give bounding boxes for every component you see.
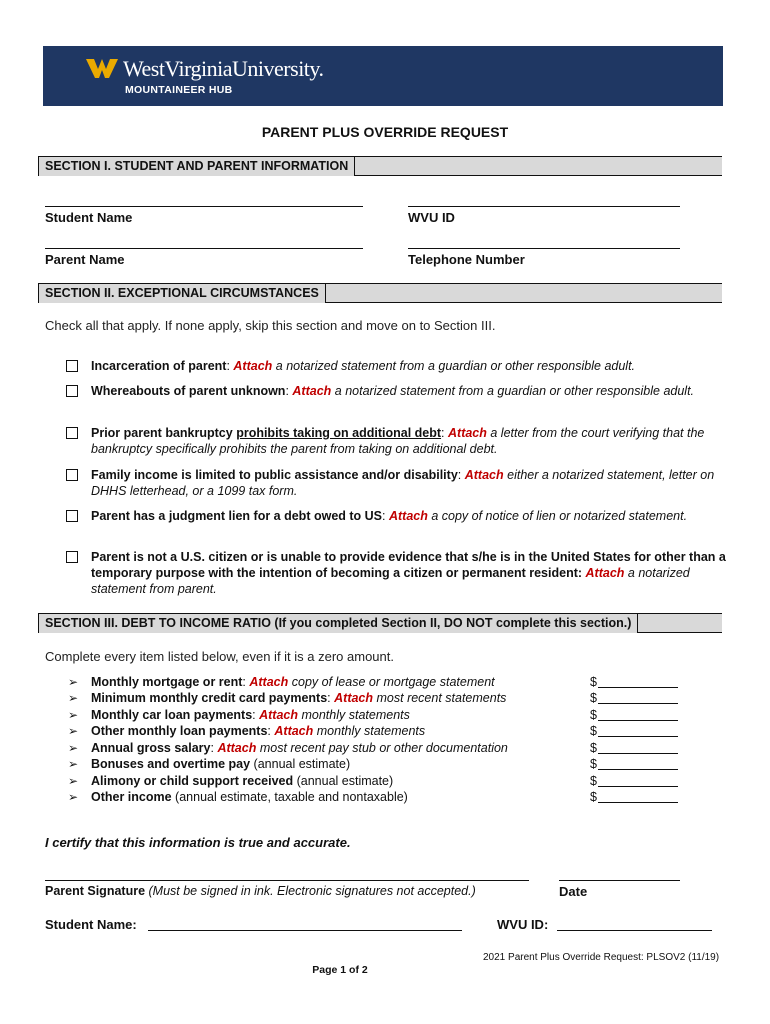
- student-name-line[interactable]: [45, 206, 363, 207]
- dollar-sign: $: [590, 708, 597, 722]
- parent-signature-line[interactable]: [45, 880, 529, 881]
- arrow-bullet-icon: ➢: [68, 708, 79, 722]
- wvu-logo-icon: [85, 56, 119, 82]
- section-2-header: [38, 283, 722, 303]
- logo-text: WestVirginiaUniversity.: [123, 56, 324, 81]
- amount-line[interactable]: [598, 786, 678, 787]
- circumstance-item[interactable]: Whereabouts of parent unknown: Attach a notarized statement from a guardian or other responsible adult.: [66, 383, 726, 399]
- checkbox[interactable]: [66, 510, 78, 522]
- debt-item: ➢ Annual gross salary: Attach most recent pay stub or other documentation $: [68, 740, 688, 756]
- amount-line[interactable]: [598, 720, 678, 721]
- checkbox[interactable]: [66, 385, 78, 397]
- debt-item: ➢ Bonuses and overtime pay (annual estimate) $: [68, 756, 688, 772]
- section-2-title: SECTION II. EXCEPTIONAL CIRCUMSTANCES: [38, 283, 326, 303]
- debt-item: ➢ Other income (annual estimate, taxable and nontaxable) $: [68, 789, 688, 805]
- arrow-bullet-icon: ➢: [68, 774, 79, 788]
- amount-line[interactable]: [598, 769, 678, 770]
- debt-item: ➢ Other monthly loan payments: Attach monthly statements $: [68, 723, 688, 739]
- circumstance-item[interactable]: Family income is limited to public assistance and/or disability: Attach either a notarized statement, letter on DHHS letterhead, or a 1099 tax form.: [66, 467, 726, 499]
- section-3-intro: Complete every item listed below, even if it is a zero amount.: [45, 649, 394, 664]
- section-3-title: SECTION III. DEBT TO INCOME RATIO (If you completed Section II, DO NOT complete this section.): [38, 613, 638, 633]
- arrow-bullet-icon: ➢: [68, 675, 79, 689]
- wvu-id-bottom-line[interactable]: [557, 930, 712, 931]
- parent-name-label: Parent Name: [45, 252, 125, 267]
- amount-line[interactable]: [598, 736, 678, 737]
- dollar-sign: $: [590, 691, 597, 705]
- debt-item: ➢ Monthly mortgage or rent: Attach copy of lease or mortgage statement $: [68, 674, 688, 690]
- student-name-bottom-line[interactable]: [148, 930, 462, 931]
- date-line[interactable]: [559, 880, 680, 881]
- arrow-bullet-icon: ➢: [68, 741, 79, 755]
- arrow-bullet-icon: ➢: [68, 724, 79, 738]
- circumstance-item[interactable]: Prior parent bankruptcy prohibits taking on additional debt: Attach a letter from the court verifying that the bankruptcy specifically prohibits the parent from taking on additional debt.: [66, 425, 726, 457]
- debt-item: ➢ Minimum monthly credit card payments: Attach most recent statements $: [68, 690, 688, 706]
- dollar-sign: $: [590, 724, 597, 738]
- circumstance-item[interactable]: Parent is not a U.S. citizen or is unable to provide evidence that s/he is in the United States for other than a temporary purpose with the intention of becoming a citizen or permanent resident: Attach a notarized statement from parent.: [66, 549, 726, 597]
- wvu-id-line[interactable]: [408, 206, 680, 207]
- logo-subtitle: MOUNTAINEER HUB: [125, 84, 233, 96]
- checkbox[interactable]: [66, 427, 78, 439]
- dollar-sign: $: [590, 741, 597, 755]
- amount-line[interactable]: [598, 802, 678, 803]
- telephone-line[interactable]: [408, 248, 680, 249]
- circumstance-item[interactable]: Parent has a judgment lien for a debt owed to US: Attach a copy of notice of lien or notarized statement.: [66, 508, 726, 524]
- wvu-id-label: WVU ID: [408, 210, 455, 225]
- telephone-label: Telephone Number: [408, 252, 525, 267]
- section-1-title: SECTION I. STUDENT AND PARENT INFORMATION: [38, 156, 355, 176]
- debt-item: ➢ Monthly car loan payments: Attach monthly statements $: [68, 707, 688, 723]
- arrow-bullet-icon: ➢: [68, 790, 79, 804]
- student-name-label: Student Name: [45, 210, 133, 225]
- amount-line[interactable]: [598, 753, 678, 754]
- form-identifier: 2021 Parent Plus Override Request: PLSOV2 (11/19): [483, 952, 720, 963]
- arrow-bullet-icon: ➢: [68, 691, 79, 705]
- debt-item: ➢ Alimony or child support received (annual estimate) $: [68, 773, 688, 789]
- section-1-header: [38, 156, 722, 176]
- section-3-header: [38, 613, 722, 633]
- checkbox[interactable]: [66, 469, 78, 481]
- document-title: PARENT PLUS OVERRIDE REQUEST: [261, 124, 509, 140]
- date-label: Date: [559, 884, 588, 899]
- parent-signature-label: Parent Signature (Must be signed in ink. Electronic signatures not accepted.): [45, 884, 476, 898]
- checkbox[interactable]: [66, 360, 78, 372]
- section-2-intro: Check all that apply. If none apply, skip this section and move on to Section III.: [45, 318, 496, 333]
- wvu-id-bottom-label: WVU ID:: [497, 917, 549, 932]
- checkbox[interactable]: [66, 551, 78, 563]
- circumstance-item[interactable]: Incarceration of parent: Attach a notarized statement from a guardian or other responsible adult.: [66, 358, 726, 374]
- student-name-bottom-label: Student Name:: [45, 917, 137, 932]
- page-number: Page 1 of 2: [312, 964, 368, 976]
- arrow-bullet-icon: ➢: [68, 757, 79, 771]
- dollar-sign: $: [590, 675, 597, 689]
- certify-statement: I certify that this information is true and accurate.: [45, 835, 351, 850]
- dollar-sign: $: [590, 790, 597, 804]
- dollar-sign: $: [590, 774, 597, 788]
- header-banner: [43, 46, 723, 106]
- dollar-sign: $: [590, 757, 597, 771]
- amount-line[interactable]: [598, 703, 678, 704]
- parent-name-line[interactable]: [45, 248, 363, 249]
- amount-line[interactable]: [598, 687, 678, 688]
